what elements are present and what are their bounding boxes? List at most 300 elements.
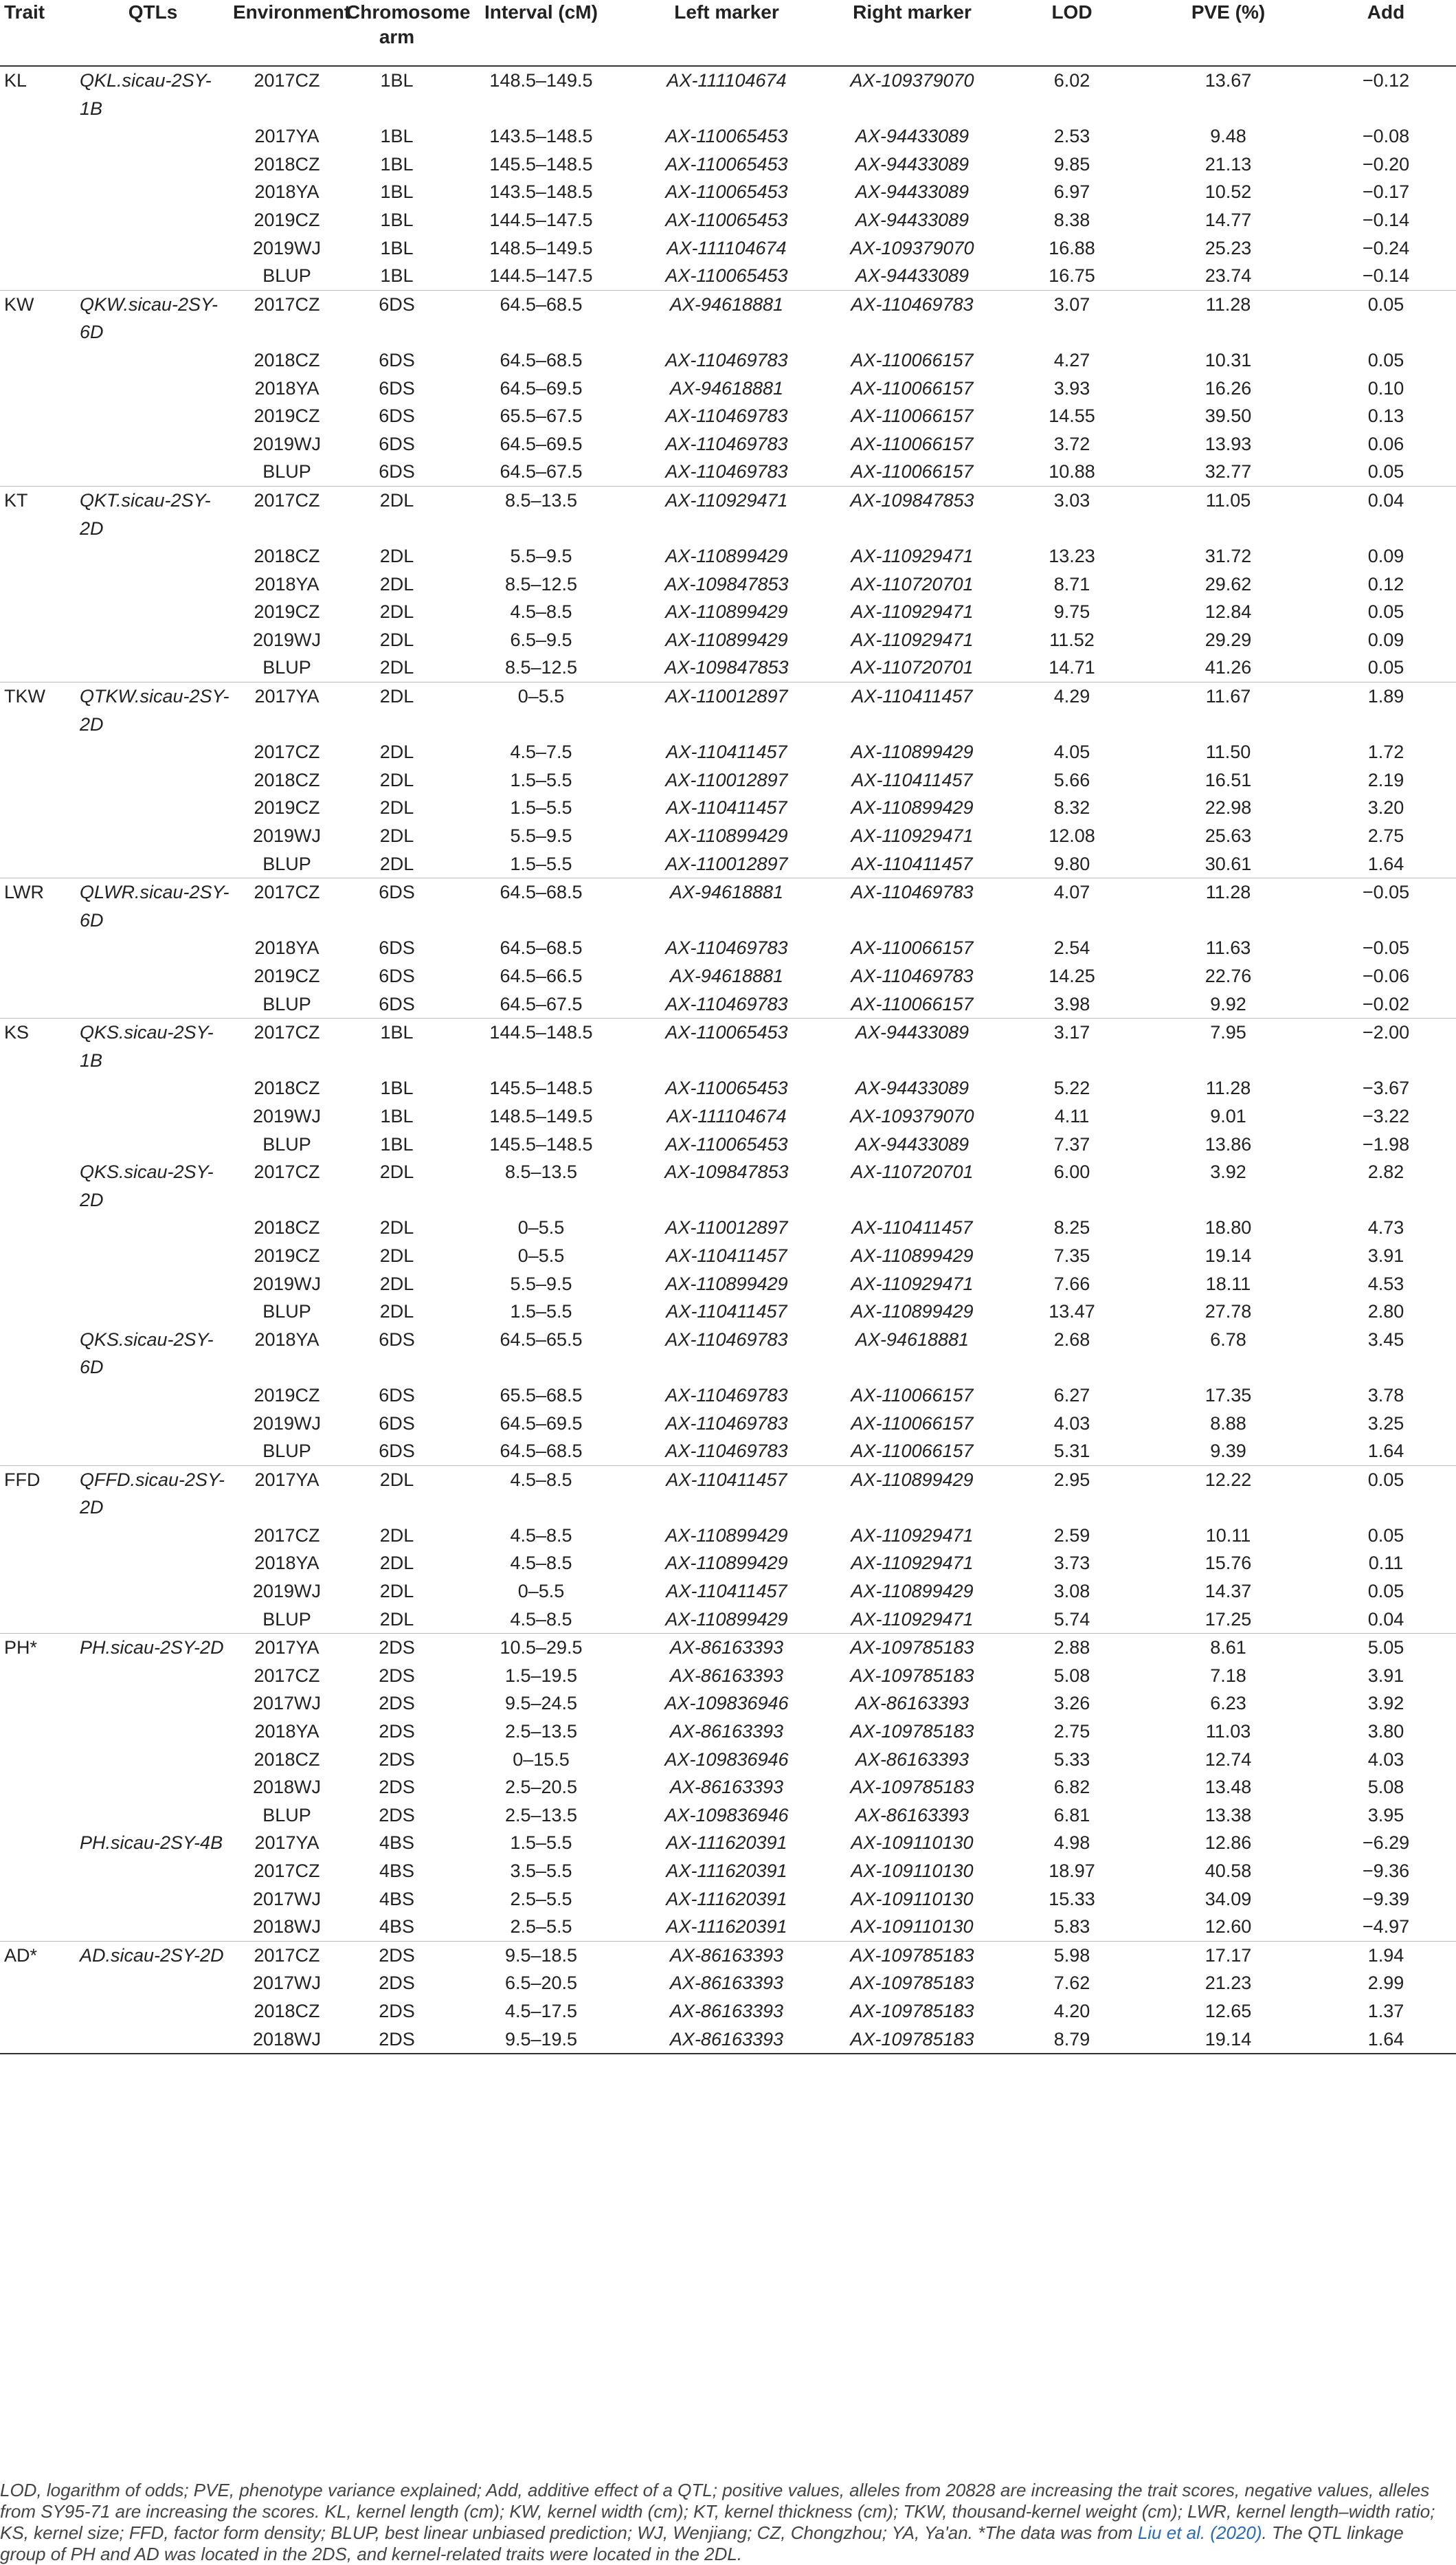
pve-cell: 13.48 bbox=[1205, 1777, 1252, 1798]
chromosome-arm-cell: 2DS bbox=[379, 1777, 415, 1798]
right-marker-cell: AX-109785183 bbox=[821, 1941, 1003, 1969]
environment-cell: 2019CZ bbox=[254, 601, 320, 623]
left-marker-cell: AX-110899429 bbox=[665, 1273, 788, 1294]
pve-cell: 9.39 bbox=[1210, 1441, 1246, 1462]
left-marker-cell: AX-110411457 bbox=[666, 742, 787, 763]
interval-cell: 64.5–67.5 bbox=[500, 461, 583, 482]
interval-cell: 144.5–147.5 bbox=[489, 265, 593, 287]
environment-cell: 2018YA bbox=[254, 1329, 320, 1350]
lod-cell: 7.37 bbox=[1053, 1133, 1090, 1155]
right-marker-cell: AX-110066157 bbox=[851, 406, 974, 427]
lod-cell: 18.97 bbox=[1049, 1861, 1095, 1881]
chromosome-arm-cell: 2DL bbox=[379, 1608, 414, 1630]
add-cell: −0.06 bbox=[1362, 966, 1410, 986]
qtl-cell bbox=[76, 458, 230, 486]
chromosome-arm-cell: 2DS bbox=[379, 1721, 415, 1742]
qtl-cell bbox=[76, 1131, 230, 1159]
add-cell: 2.82 bbox=[1367, 1162, 1404, 1183]
chromosome-arm-cell: 6DS bbox=[379, 433, 415, 454]
chromosome-arm-cell: 4BS bbox=[379, 1861, 415, 1881]
qtl-cell bbox=[76, 1606, 230, 1634]
table-row bbox=[0, 402, 1456, 430]
qtl-cell: PH.sicau-2SY-4B bbox=[80, 1832, 223, 1854]
add-cell: −0.14 bbox=[1362, 209, 1410, 230]
pve-cell: 39.50 bbox=[1205, 406, 1252, 427]
add-cell: 1.37 bbox=[1367, 2000, 1404, 2021]
trait-cell bbox=[0, 1437, 76, 1465]
qtl-cell: QKW.sicau-2SY-6D bbox=[76, 290, 230, 346]
interval-cell: 0–15.5 bbox=[513, 1748, 570, 1770]
footnote-citation-link[interactable]: Liu et al. (2020) bbox=[1137, 2522, 1262, 2543]
trait-cell bbox=[0, 1074, 76, 1102]
pve-cell: 11.50 bbox=[1205, 742, 1251, 763]
trait-cell bbox=[0, 1829, 76, 1857]
table-row bbox=[0, 1242, 1456, 1270]
pve-cell: 11.63 bbox=[1205, 937, 1251, 959]
trait-cell bbox=[0, 1577, 76, 1606]
environment-cell: 2019WJ bbox=[252, 237, 322, 258]
lod-cell: 4.11 bbox=[1054, 1105, 1090, 1126]
pve-cell: 40.58 bbox=[1205, 1861, 1252, 1881]
environment-cell: 2017CZ bbox=[230, 486, 344, 542]
interval-cell: 143.5–148.5 bbox=[489, 126, 593, 147]
chromosome-arm-cell: 6DS bbox=[379, 937, 415, 959]
trait-cell bbox=[0, 1746, 76, 1774]
chromosome-arm-cell: 1BL bbox=[380, 1133, 414, 1155]
chromosome-arm-cell: 6DS bbox=[379, 1412, 415, 1434]
qtl-cell: QKL.sicau-2SY-1B bbox=[76, 66, 230, 122]
trait-cell bbox=[0, 1913, 76, 1941]
right-marker-cell: AX-110066157 bbox=[851, 377, 974, 399]
qtl-cell bbox=[76, 262, 230, 290]
environment-cell: 2019CZ bbox=[254, 406, 320, 427]
left-marker-cell: AX-110065453 bbox=[665, 265, 788, 287]
right-marker-cell: AX-94433089 bbox=[855, 153, 970, 175]
add-cell: 4.03 bbox=[1367, 1748, 1404, 1770]
environment-cell: 2017CZ bbox=[254, 1861, 320, 1881]
interval-cell: 8.5–12.5 bbox=[504, 573, 578, 595]
lod-cell: 16.75 bbox=[1049, 265, 1095, 287]
qtl-cell bbox=[76, 1857, 230, 1885]
right-marker-cell: AX-110899429 bbox=[851, 797, 974, 819]
pve-cell: 9.01 bbox=[1210, 1105, 1246, 1126]
pve-cell: 14.77 bbox=[1205, 209, 1252, 230]
chromosome-arm-cell: 2DL bbox=[379, 1273, 414, 1294]
right-marker-cell: AX-109110130 bbox=[851, 1916, 974, 1937]
left-marker-cell: AX-109836946 bbox=[664, 1804, 789, 1825]
environment-cell: 2017CZ bbox=[230, 1019, 344, 1075]
trait-cell bbox=[0, 1689, 76, 1718]
trait-cell bbox=[0, 570, 76, 599]
lod-cell: 10.88 bbox=[1049, 461, 1095, 482]
right-marker-cell: AX-110899429 bbox=[821, 1465, 1003, 1522]
trait-cell bbox=[0, 738, 76, 766]
chromosome-arm-cell: 2DS bbox=[379, 1748, 415, 1770]
add-cell: 3.20 bbox=[1367, 797, 1404, 819]
right-marker-cell: AX-110929471 bbox=[851, 629, 974, 650]
table-row bbox=[0, 458, 1456, 486]
trait-cell: LWR bbox=[0, 878, 76, 935]
interval-cell: 64.5–69.5 bbox=[500, 433, 583, 454]
left-marker-cell: AX-86163393 bbox=[669, 1665, 784, 1686]
add-cell: 2.75 bbox=[1367, 825, 1404, 847]
environment-cell: 2019CZ bbox=[254, 209, 320, 230]
qtl-cell bbox=[76, 598, 230, 626]
lod-cell: 6.97 bbox=[1053, 181, 1090, 203]
qtl-cell bbox=[76, 1270, 230, 1298]
add-cell: 0.05 bbox=[1367, 601, 1404, 623]
trait-cell bbox=[0, 1857, 76, 1885]
table-row bbox=[0, 1102, 1456, 1131]
add-cell: 0.05 bbox=[1367, 657, 1404, 678]
left-marker-cell: AX-110929471 bbox=[632, 486, 821, 542]
qtl-cell bbox=[76, 1913, 230, 1941]
environment-cell: 2018CZ bbox=[254, 2000, 320, 2021]
right-marker-cell: AX-94433089 bbox=[855, 1133, 970, 1155]
right-marker-cell: AX-94618881 bbox=[855, 1329, 970, 1350]
chromosome-arm-cell: 2DL bbox=[379, 769, 414, 790]
lod-cell: 2.59 bbox=[1053, 1524, 1090, 1546]
left-marker-cell: AX-111620391 bbox=[666, 1861, 787, 1881]
interval-cell: 8.5–12.5 bbox=[504, 657, 578, 678]
environment-cell: 2017CZ bbox=[254, 742, 320, 763]
table-row bbox=[0, 1437, 1456, 1465]
qtl-cell bbox=[76, 1298, 230, 1326]
qtl-cell bbox=[76, 990, 230, 1019]
add-cell: 0.05 bbox=[1316, 1465, 1456, 1522]
lod-cell: 15.33 bbox=[1049, 1888, 1095, 1909]
table-row bbox=[0, 1746, 1456, 1774]
lod-cell: 13.23 bbox=[1049, 546, 1095, 567]
right-marker-cell: AX-110066157 bbox=[851, 461, 974, 482]
add-cell: 3.80 bbox=[1367, 1721, 1404, 1742]
add-cell: 0.09 bbox=[1367, 629, 1404, 650]
qtl-cell bbox=[76, 1102, 230, 1131]
left-marker-cell: AX-110411457 bbox=[666, 1301, 787, 1322]
qtl-cell bbox=[76, 1214, 230, 1242]
interval-cell: 0–5.5 bbox=[517, 1245, 565, 1266]
environment-cell: 2018YA bbox=[254, 1553, 320, 1574]
environment-cell: 2019WJ bbox=[252, 1412, 322, 1434]
lod-cell: 16.88 bbox=[1049, 237, 1095, 258]
lod-cell: 2.68 bbox=[1053, 1329, 1090, 1350]
qtl-cell bbox=[76, 1662, 230, 1690]
add-cell: −0.20 bbox=[1362, 153, 1410, 175]
add-cell: 0.05 bbox=[1367, 1524, 1404, 1546]
lod-cell: 2.95 bbox=[1003, 1465, 1141, 1522]
trait-cell bbox=[0, 1326, 76, 1381]
left-marker-cell: AX-111620391 bbox=[666, 1832, 787, 1854]
pve-cell: 21.13 bbox=[1205, 153, 1252, 175]
lod-cell: 6.27 bbox=[1053, 1384, 1090, 1406]
lod-cell: 3.08 bbox=[1053, 1581, 1090, 1602]
trait-cell bbox=[0, 262, 76, 290]
trait-cell bbox=[0, 234, 76, 263]
table-row bbox=[0, 1522, 1456, 1550]
table-row bbox=[0, 738, 1456, 766]
environment-cell: 2017YA bbox=[254, 126, 320, 147]
right-marker-cell: AX-109379070 bbox=[821, 66, 1003, 122]
chromosome-arm-cell: 2DS bbox=[344, 1941, 450, 1969]
table-row bbox=[0, 151, 1456, 179]
environment-cell: 2018CZ bbox=[254, 1748, 320, 1770]
trait-cell bbox=[0, 1102, 76, 1131]
pve-cell: 13.86 bbox=[1205, 1133, 1252, 1155]
right-marker-cell: AX-110720701 bbox=[851, 1162, 974, 1183]
lod-cell: 2.75 bbox=[1053, 1721, 1090, 1742]
interval-cell: 145.5–148.5 bbox=[489, 1078, 593, 1099]
add-cell: −3.22 bbox=[1362, 1105, 1410, 1126]
trait-cell bbox=[0, 1773, 76, 1801]
chromosome-arm-cell: 2DL bbox=[379, 657, 414, 678]
pve-cell: 3.92 bbox=[1210, 1162, 1246, 1183]
table-row bbox=[0, 822, 1456, 850]
interval-cell: 10.5–29.5 bbox=[450, 1634, 632, 1662]
table-row bbox=[0, 1019, 1456, 1075]
environment-cell: 2018YA bbox=[254, 1721, 320, 1742]
left-marker-cell: AX-110899429 bbox=[665, 1608, 788, 1630]
left-marker-cell: AX-110469783 bbox=[665, 349, 788, 370]
left-marker-cell: AX-86163393 bbox=[669, 1721, 784, 1742]
table-row bbox=[0, 1801, 1456, 1830]
chromosome-arm-cell: 4BS bbox=[379, 1916, 415, 1937]
environment-cell: 2018CZ bbox=[254, 1217, 320, 1239]
add-cell: −6.29 bbox=[1362, 1832, 1410, 1854]
pve-cell: 11.28 bbox=[1205, 1078, 1251, 1099]
pve-cell: 16.51 bbox=[1205, 769, 1252, 790]
qtl-cell bbox=[76, 151, 230, 179]
left-marker-cell: AX-109847853 bbox=[664, 657, 789, 678]
table-header bbox=[0, 0, 1456, 66]
right-marker-cell: AX-94433089 bbox=[855, 126, 970, 147]
interval-cell: 64.5–67.5 bbox=[500, 993, 583, 1014]
right-marker-cell: AX-110899429 bbox=[851, 1245, 974, 1266]
add-cell: −1.98 bbox=[1362, 1133, 1410, 1155]
left-marker-cell: AX-111620391 bbox=[666, 1888, 787, 1909]
interval-cell: 8.5–13.5 bbox=[504, 1162, 578, 1183]
trait-cell bbox=[0, 654, 76, 682]
trait-cell bbox=[0, 2025, 76, 2054]
lod-cell: 4.98 bbox=[1053, 1832, 1090, 1854]
right-marker-cell: AX-110720701 bbox=[851, 657, 974, 678]
left-marker-cell: AX-110065453 bbox=[665, 209, 788, 230]
environment-cell: 2019WJ bbox=[252, 433, 322, 454]
pve-cell: 22.98 bbox=[1205, 797, 1252, 819]
left-marker-cell: AX-110469783 bbox=[665, 406, 788, 427]
lod-cell: 8.38 bbox=[1053, 209, 1090, 230]
add-cell: 0.05 bbox=[1367, 349, 1404, 370]
pve-cell: 22.76 bbox=[1205, 966, 1252, 986]
pve-cell: 19.14 bbox=[1141, 2025, 1316, 2054]
add-cell: 3.78 bbox=[1367, 1384, 1404, 1406]
chromosome-arm-cell: 4BS bbox=[379, 1832, 415, 1854]
lod-cell: 14.55 bbox=[1049, 406, 1095, 427]
lod-cell: 6.02 bbox=[1003, 66, 1141, 122]
col-header-lod: LOD bbox=[1051, 1, 1093, 23]
right-marker-cell: AX-110929471 bbox=[851, 601, 974, 623]
pve-cell: 18.11 bbox=[1205, 1273, 1251, 1294]
pve-cell: 32.77 bbox=[1205, 461, 1252, 482]
chromosome-arm-cell: 2DL bbox=[379, 629, 414, 650]
chromosome-arm-cell: 2DL bbox=[379, 1524, 414, 1546]
right-marker-cell: AX-109785183 bbox=[821, 2025, 1003, 2054]
interval-cell: 64.5–69.5 bbox=[500, 1412, 583, 1434]
table-row bbox=[0, 654, 1456, 682]
add-cell: −0.24 bbox=[1362, 237, 1410, 258]
left-marker-cell: AX-110899429 bbox=[665, 546, 788, 567]
right-marker-cell: AX-109785183 bbox=[850, 1665, 974, 1686]
col-header-interval: Interval (cM) bbox=[484, 1, 598, 23]
pve-cell: 18.80 bbox=[1205, 1217, 1252, 1239]
pve-cell: 11.03 bbox=[1205, 1721, 1251, 1742]
interval-cell: 4.5–8.5 bbox=[510, 601, 572, 623]
left-marker-cell: AX-110065453 bbox=[665, 153, 788, 175]
left-marker-cell: AX-86163393 bbox=[669, 1777, 784, 1798]
header-row bbox=[0, 0, 1456, 66]
right-marker-cell: AX-109785183 bbox=[850, 1973, 974, 1994]
environment-cell: BLUP bbox=[262, 993, 311, 1014]
trait-cell bbox=[0, 1410, 76, 1438]
left-marker-cell: AX-86163393 bbox=[669, 2000, 784, 2021]
lod-cell: 4.20 bbox=[1053, 2000, 1090, 2021]
environment-cell: 2017WJ bbox=[252, 1693, 322, 1714]
trait-cell: KS bbox=[0, 1019, 76, 1075]
table-row bbox=[0, 1577, 1456, 1606]
interval-cell: 2.5–13.5 bbox=[504, 1804, 578, 1825]
lod-cell: 3.07 bbox=[1003, 290, 1141, 346]
add-cell: 1.72 bbox=[1367, 742, 1404, 763]
environment-cell: 2019WJ bbox=[252, 1273, 322, 1294]
qtl-cell: QKS.sicau-2SY-1B bbox=[76, 1019, 230, 1075]
lod-cell: 3.03 bbox=[1003, 486, 1141, 542]
qtl-cell bbox=[76, 1885, 230, 1913]
table-row bbox=[0, 1941, 1456, 1969]
pve-cell: 10.11 bbox=[1205, 1524, 1251, 1546]
table-row bbox=[0, 1969, 1456, 1997]
trait-cell bbox=[0, 1270, 76, 1298]
footnote-text: LOD, logarithm of odds; PVE, phenotype variance explained; Add, additive effect of a QTL; positive values, alleles from 20828 are increasing the trait scores, negative values, alleles from SY95-71 are increasing the scores. KL, kernel length (cm); KW, kernel width (cm); KT, kernel thickness (cm); TKW, thousand-kernel weight (cm); LWR, kernel length–width ratio; KS, kernel size; FFD, factor form density; BLUP, best linear unbiased prediction; WJ, Wenjiang; CZ, Chongzhou; YA, Ya'an. *The data was from bbox=[0, 2480, 1435, 2543]
pve-cell: 16.26 bbox=[1205, 377, 1252, 399]
table-row bbox=[0, 2025, 1456, 2054]
chromosome-arm-cell: 2DL bbox=[379, 1581, 414, 1602]
chromosome-arm-cell: 6DS bbox=[379, 349, 415, 370]
pve-cell: 12.22 bbox=[1141, 1465, 1316, 1522]
add-cell: 3.45 bbox=[1367, 1329, 1404, 1350]
trait-cell bbox=[0, 122, 76, 151]
table-row bbox=[0, 1298, 1456, 1326]
pve-cell: 11.28 bbox=[1141, 290, 1316, 346]
lod-cell: 5.08 bbox=[1053, 1665, 1090, 1686]
lod-cell: 3.73 bbox=[1053, 1553, 1090, 1574]
add-cell: 4.53 bbox=[1367, 1273, 1404, 1294]
table-row bbox=[0, 1662, 1456, 1690]
interval-cell: 4.5–8.5 bbox=[510, 1608, 572, 1630]
environment-cell: BLUP bbox=[262, 1608, 311, 1630]
lod-cell: 6.00 bbox=[1053, 1162, 1090, 1183]
lod-cell: 8.79 bbox=[1003, 2025, 1141, 2054]
right-marker-cell: AX-86163393 bbox=[855, 1748, 970, 1770]
table-row bbox=[0, 990, 1456, 1019]
chromosome-arm-cell: 2DS bbox=[379, 1665, 415, 1686]
col-header-qtls: QTLs bbox=[128, 1, 178, 23]
trait-cell: FFD bbox=[0, 1465, 76, 1522]
chromosome-arm-cell: 6DS bbox=[379, 461, 415, 482]
lod-cell: 6.81 bbox=[1053, 1804, 1090, 1825]
left-marker-cell: AX-110469783 bbox=[665, 993, 788, 1014]
pve-cell: 27.78 bbox=[1205, 1301, 1252, 1322]
table-row bbox=[0, 290, 1456, 346]
left-marker-cell: AX-111620391 bbox=[666, 1916, 787, 1937]
right-marker-cell: AX-110066157 bbox=[851, 1384, 974, 1406]
right-marker-cell: AX-110411457 bbox=[851, 1217, 973, 1239]
add-cell: 3.95 bbox=[1367, 1804, 1404, 1825]
environment-cell: 2017YA bbox=[230, 682, 344, 739]
interval-cell: 9.5–18.5 bbox=[450, 1941, 632, 1969]
pve-cell: 10.31 bbox=[1205, 349, 1252, 370]
lod-cell: 14.71 bbox=[1049, 657, 1095, 678]
chromosome-arm-cell: 2DL bbox=[379, 1553, 414, 1574]
pve-cell: 7.18 bbox=[1210, 1665, 1246, 1686]
right-marker-cell: AX-110899429 bbox=[851, 1301, 974, 1322]
chromosome-arm-cell: 1BL bbox=[344, 66, 450, 122]
lod-cell: 8.25 bbox=[1053, 1217, 1090, 1239]
left-marker-cell: AX-110469783 bbox=[665, 937, 788, 959]
chromosome-arm-cell: 2DL bbox=[344, 682, 450, 739]
environment-cell: 2018WJ bbox=[230, 2025, 344, 2054]
add-cell: 0.05 bbox=[1367, 461, 1404, 482]
chromosome-arm-cell: 2DL bbox=[344, 486, 450, 542]
interval-cell: 4.5–8.5 bbox=[510, 1524, 572, 1546]
interval-cell: 64.5–66.5 bbox=[500, 966, 583, 986]
lod-cell: 5.66 bbox=[1053, 769, 1090, 790]
left-marker-cell: AX-111104674 bbox=[667, 237, 787, 258]
chromosome-arm-cell: 2DS bbox=[379, 2000, 415, 2021]
qtl-cell bbox=[76, 1522, 230, 1550]
add-cell: −3.67 bbox=[1362, 1078, 1410, 1099]
qtl-cell bbox=[76, 1549, 230, 1577]
chromosome-arm-cell: 2DS bbox=[379, 1804, 415, 1825]
trait-cell: KW bbox=[0, 290, 76, 346]
chromosome-arm-cell: 6DS bbox=[344, 290, 450, 346]
qtl-cell bbox=[76, 346, 230, 375]
right-marker-cell: AX-110066157 bbox=[851, 1441, 974, 1462]
interval-cell: 145.5–148.5 bbox=[489, 1133, 593, 1155]
interval-cell: 1.5–19.5 bbox=[504, 1665, 578, 1686]
lod-cell: 2.88 bbox=[1003, 1634, 1141, 1662]
lod-cell: 6.82 bbox=[1053, 1777, 1090, 1798]
interval-cell: 5.5–9.5 bbox=[510, 1273, 572, 1294]
right-marker-cell: AX-110929471 bbox=[851, 1273, 974, 1294]
add-cell: 2.80 bbox=[1367, 1301, 1404, 1322]
environment-cell: 2018CZ bbox=[254, 769, 320, 790]
trait-cell bbox=[0, 934, 76, 962]
pve-cell: 14.37 bbox=[1205, 1581, 1252, 1602]
chromosome-arm-cell: 1BL bbox=[380, 153, 414, 175]
add-cell: 3.91 bbox=[1367, 1665, 1404, 1686]
chromosome-arm-cell: 2DS bbox=[344, 1634, 450, 1662]
qtl-cell bbox=[76, 738, 230, 766]
interval-cell: 64.5–68.5 bbox=[450, 290, 632, 346]
table-row bbox=[0, 626, 1456, 654]
trait-cell bbox=[0, 1214, 76, 1242]
left-marker-cell: AX-110411457 bbox=[632, 1465, 821, 1522]
pve-cell: 21.23 bbox=[1205, 1973, 1252, 1994]
table-row bbox=[0, 262, 1456, 290]
add-cell: −4.97 bbox=[1362, 1916, 1410, 1937]
left-marker-cell: AX-110469783 bbox=[665, 1329, 788, 1350]
interval-cell: 2.5–5.5 bbox=[510, 1888, 572, 1909]
add-cell: −9.39 bbox=[1362, 1888, 1410, 1909]
